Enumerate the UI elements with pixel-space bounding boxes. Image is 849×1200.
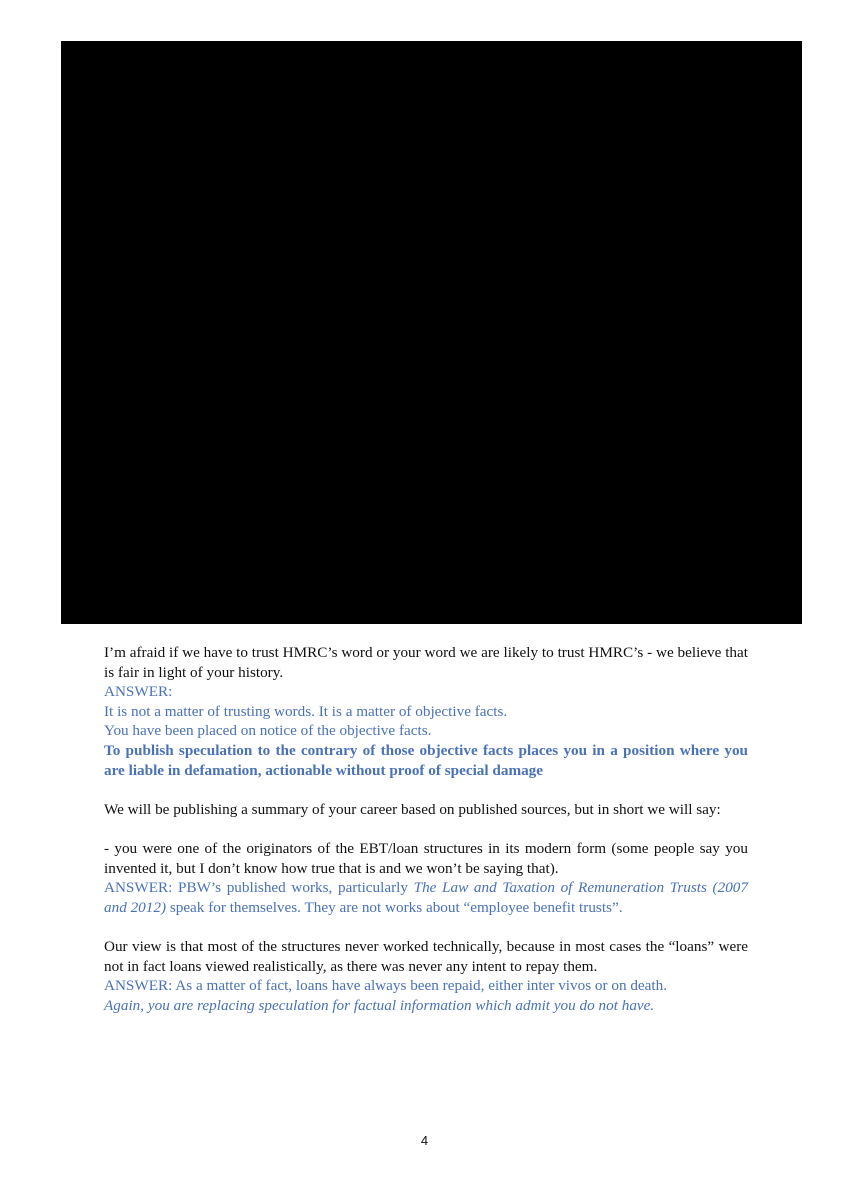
question-trust-hmrc: I’m afraid if we have to trust HMRC’s word or your word we are likely to trust HMRC’s - we believe that is fair in light of your history. <box>104 644 748 681</box>
question-career-summary: We will be publishing a summary of your career based on published sources, but in short we will say: <box>104 800 721 818</box>
answer-defamation-warning: To publish speculation to the contrary of those objective facts places you in a position where you are liable in defamation, actionable without proof of special damage <box>104 741 748 779</box>
document-body <box>104 643 748 1015</box>
answer-published-works-pre: ANSWER: PBW’s published works, particularly <box>104 879 414 897</box>
answer-objective-facts: It is not a matter of trusting words. It is a matter of objective facts. <box>104 702 508 720</box>
answer-speculation: Again, you are replacing speculation for factual information which admit you do not have. <box>104 996 655 1014</box>
question-structures-view: Our view is that most of the structures never worked technically, because in most cases the “loans” were not in fact loans viewed realistically, as there was never any intent to repay them. <box>104 937 748 975</box>
answer-label: ANSWER: <box>104 683 173 701</box>
book-title: The Law and Taxation of Remuneration Trusts (2007 and 2012) <box>104 879 748 916</box>
page-number: 4 <box>420 1133 429 1148</box>
redacted-block <box>61 41 802 624</box>
question-originators: - you were one of the originators of the EBT/loan structures in its modern form (some people say you invented it, but I don’t know how true that is and we won’t be saying that). <box>104 839 748 877</box>
answer-loans-repaid: ANSWER: As a matter of fact, loans have always been repaid, either inter vivos or on death. <box>104 977 668 995</box>
answer-published-works-post: speak for themselves. They are not works about “employee benefit trusts”. <box>166 898 623 916</box>
answer-notice: You have been placed on notice of the objective facts. <box>104 722 432 740</box>
answer-published-works <box>104 878 748 917</box>
